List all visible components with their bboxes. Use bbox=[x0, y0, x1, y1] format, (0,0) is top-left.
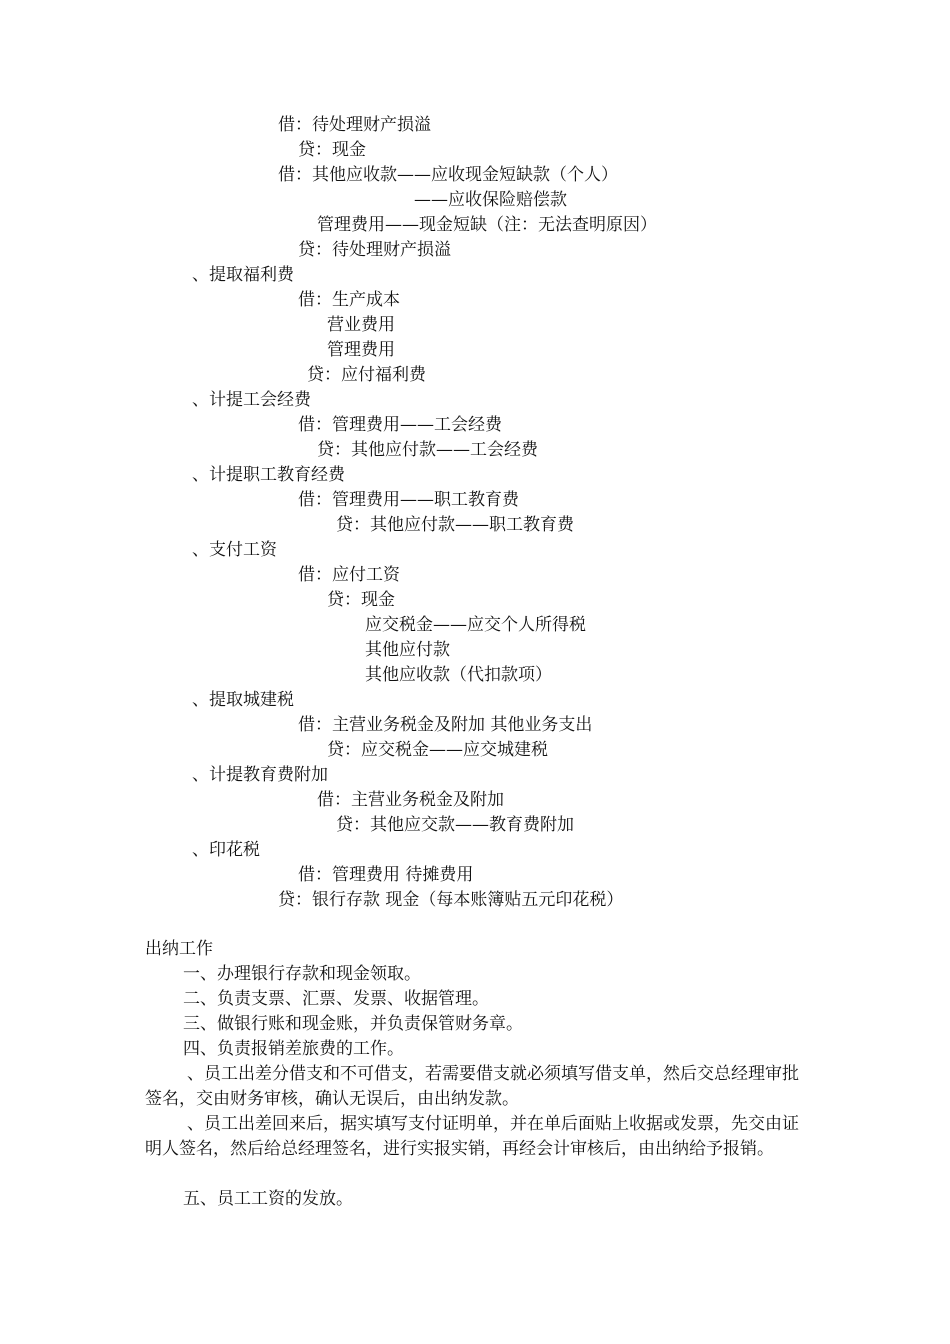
entry-line: 贷：待处理财产损溢 bbox=[298, 240, 451, 260]
cashier-paragraph-reimbursement: 、员工出差回来后，据实填写支付证明单，并在单后面贴上收据或发票，先交由证明人签名，然后给总经理签名，进行实报实销，再经会计审核后，由出纳给予报销。 bbox=[145, 1114, 799, 1159]
entry-line: 管理费用——现金短缺（注：无法查明原因） bbox=[317, 215, 657, 235]
entry-line: 借：主营业务税金及附加 其他业务支出 bbox=[298, 715, 593, 735]
entry-line: 应交税金——应交个人所得税 bbox=[365, 615, 586, 635]
section-heading: 、提取福利费 bbox=[192, 265, 294, 285]
entry-line: 借：管理费用 待摊费用 bbox=[298, 865, 474, 885]
section-heading: 、提取城建税 bbox=[192, 690, 294, 710]
entry-line: 贷：银行存款 现金（每本账簿贴五元印花税） bbox=[278, 890, 624, 910]
entry-line: 借：待处理财产损溢 bbox=[278, 115, 431, 135]
entry-line: 贷：其他应付款——职工教育费 bbox=[336, 515, 574, 535]
section-heading: 、计提工会经费 bbox=[192, 390, 311, 410]
entry-line: ——应收保险赔偿款 bbox=[414, 190, 567, 210]
entry-line: 营业费用 bbox=[327, 315, 395, 335]
section-heading: 、支付工资 bbox=[192, 540, 277, 560]
section-heading: 、计提职工教育经费 bbox=[192, 465, 345, 485]
entry-line: 借：其他应收款——应收现金短缺款（个人） bbox=[278, 165, 618, 185]
cashier-paragraph-advance: 、员工出差分借支和不可借支，若需要借支就必须填写借支单，然后交总经理审批签名，交由财务审核，确认无误后，由出纳发款。 bbox=[145, 1064, 799, 1109]
entry-line: 贷：其他应交款——教育费附加 bbox=[336, 815, 574, 835]
entry-line: 其他应付款 bbox=[365, 640, 450, 660]
cashier-item: 二、负责支票、汇票、发票、收据管理。 bbox=[183, 989, 489, 1009]
cashier-item: 五、员工工资的发放。 bbox=[183, 1189, 353, 1209]
entry-line: 贷：应交税金——应交城建税 bbox=[327, 740, 548, 760]
entry-line: 贷：应付福利费 bbox=[307, 365, 426, 385]
cashier-item: 四、负责报销差旅费的工作。 bbox=[183, 1039, 404, 1059]
entry-line: 借：主营业务税金及附加 bbox=[317, 790, 504, 810]
section-heading: 、计提教育费附加 bbox=[192, 765, 328, 785]
entry-line: 贷：现金 bbox=[298, 140, 366, 160]
entry-line: 贷：其他应付款——工会经费 bbox=[317, 440, 538, 460]
entry-line: 借：生产成本 bbox=[298, 290, 400, 310]
entry-line: 借：管理费用——工会经费 bbox=[298, 415, 502, 435]
section-heading: 、印花税 bbox=[192, 840, 260, 860]
entry-line: 其他应收款（代扣款项） bbox=[365, 665, 552, 685]
entry-line: 借：管理费用——职工教育费 bbox=[298, 490, 519, 510]
cashier-item: 三、做银行账和现金账，并负责保管财务章。 bbox=[183, 1014, 523, 1034]
entry-line: 管理费用 bbox=[327, 340, 395, 360]
entry-line: 借：应付工资 bbox=[298, 565, 400, 585]
cashier-title: 出纳工作 bbox=[145, 939, 213, 959]
cashier-item: 一、办理银行存款和现金领取。 bbox=[183, 964, 421, 984]
entry-line: 贷：现金 bbox=[327, 590, 395, 610]
